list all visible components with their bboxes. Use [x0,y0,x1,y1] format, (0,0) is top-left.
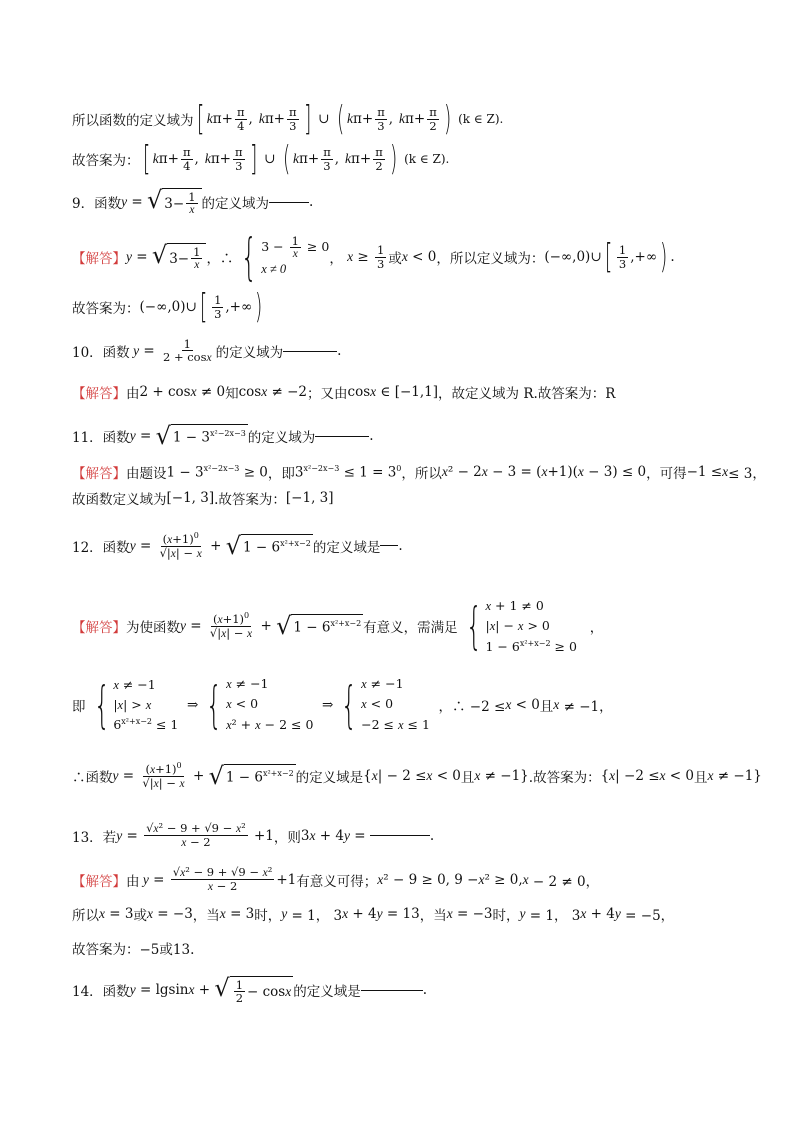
solution-13-cases: 所以 x = 3 或 x = −3 ，当 x = 3 时， y = 1， 3 x + 4 y = 13 ，当 x = −3 时， y = 1， 3 x + 4 y = −5， [72,906,675,924]
question-9: 9．函数 y = √ 3− $\frac{1}{x}$ 的定义域为 . [72,186,314,217]
answer-12: ∴函数 y = $\frac{(x+1)^0}{√|x| - x}$ + √ $1 - 6^{x^2+x-2}$ 的定义域是 { x | − 2 ≤ x < 0 且 x ≠ −1} .故答案为： { x | −2 ≤ x < 0 且 x ≠ −1} [72,761,762,790]
question-11: 11．函数 y = √ $1 - 3^{x^2-2x-3}$ 的定义域为 . [72,422,374,450]
solution-10: 【解答】 由 2 + cos x ≠ 0 知 cos x ≠ −2 ；又由 cos x ∈ [−1,1] ，故定义域为 R.故答案为：R [72,384,616,402]
solution-13: 【解答】 由 y = $\frac{\text{√x² − 9 + √9 − x²}}{x - 2}$ +1 有意义可得； x ² − 9 ≥ 0, 9 − x ² ≥ 0, x − 2 ≠ 0， [72,865,600,894]
solution-11: 【解答】 由题设 $1 - 3^{x^2-2x-3} \ge 0$ ，即 $3^{x^2-2x-3} \le 1 = 3^0$ ，所以 x ² − 2 x − 3 = ( x +1)( x − 3) ≤ 0 ，可得 −1 ≤ x ≤ 3， [72,463,766,482]
answer-line-final: 故答案为： [ k π+ $\frac{\pi}{4}$ , k π+ $\frac{\pi}{3}$ ] ∪ ( k π+ $\frac{\pi}{3}$ , k π+ $\frac{\pi}{2}$ ) (k ∈ Z). [72,139,450,179]
answer-11: 故函数定义域为 [−1, 3] .故答案为： [−1, 3] [72,490,334,508]
solution-9: 【解答】 y = √ 3− $\frac{1}{x}$ ，∴ { 3 − $\frac{1}{x}$ ≥ 0 x ≠ 0 ， x ≥ $\frac{1}{3}$ 或 x < 0 ，所以定义域为： (−∞,0)∪ [ $\frac{1}{3}$ ,+∞ ) . [72,228,675,286]
answer-9: 故答案为： (−∞,0)∪ [ $\frac{1}{3}$ ,+∞ ) [72,287,263,327]
answer-13: 故答案为：−5或13. [72,942,195,958]
question-10: 10．函数 y = $\frac{1}{2 + \cos x}$ 的定义域为 . [72,337,342,365]
question-13: 13．若 y = $\frac{\text{√x² − 9 + √9 − x²}}{x - 2}$ +1 ，则 3 x + 4 y = . [72,821,435,850]
solution-12: 【解答】 为使函数 y = $\frac{(x+1)^0}{√|x| - x}$ + √ $1 - 6^{x^2+x-2}$ 有意义，需满足 { x + 1 ≠ 0 |x| − x > 0 $1 - 6^{x^2+x-2} \ge 0$ ， [72,597,604,656]
solution-12-systems: 即 { x ≠ −1 |x| > x $6^{x^2+x-2} \le 1$ ⇒ { x ≠ −1 x < 0 x² + x − 2 ≤ 0 ⇒ { x ≠ −1 x < 0 −2 ≤ x ≤ 1 ，∴ −2 ≤ x < 0 且 x ≠ −1， [72,675,613,734]
answer-line-domain-union: 所以函数的定义域为 [ k π+ $\frac{\pi}{4}$ , k π+ $\frac{\pi}{3}$ ] ∪ ( k π+ $\frac{\pi}{3}$ , k π+ $\frac{\pi}{2}$ ) (k ∈ Z). [72,99,504,139]
question-14: 14．函数 y = lgsin x + √ $\frac{1}{2}$ − cos x 的定义域是 . [72,974,428,1006]
question-12: 12．函数 y = $\frac{(x+1)^0}{√|x| - x}$ + √ $1 - 6^{x^2+x-2}$ 的定义域是 . [72,531,403,560]
